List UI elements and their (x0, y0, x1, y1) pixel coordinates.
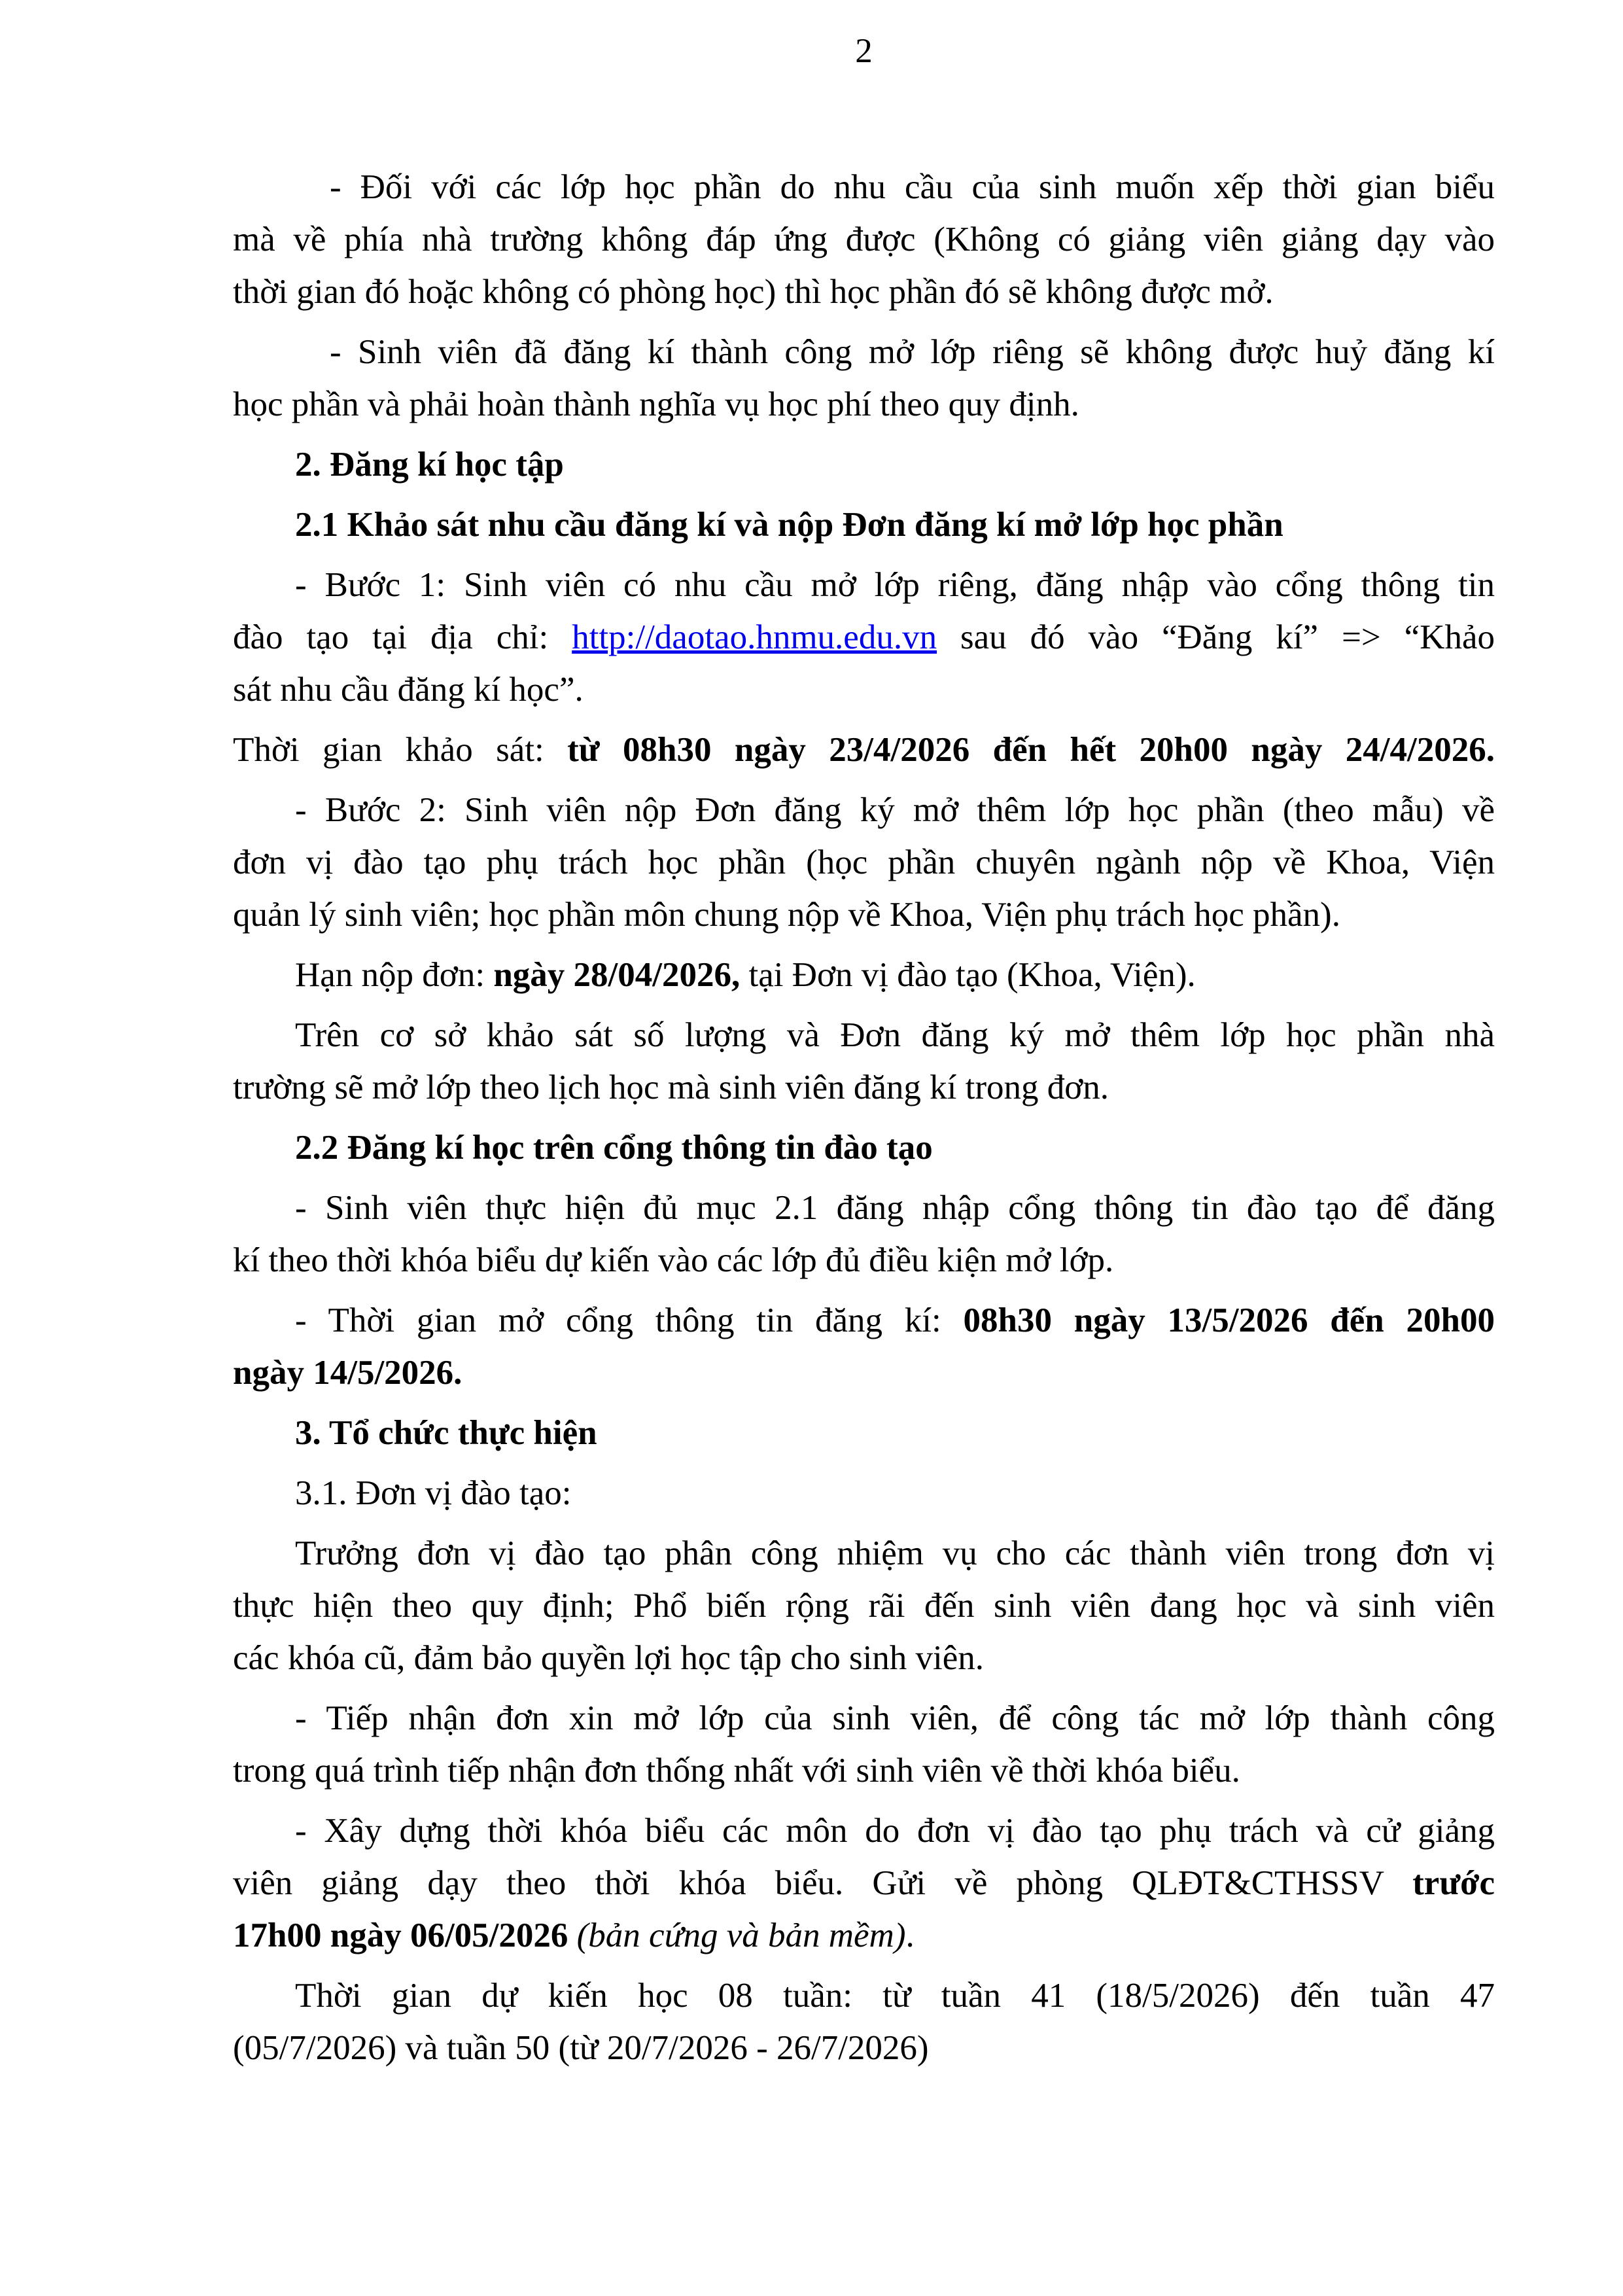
text-line (233, 1407, 1495, 1459)
daotao-portal-link[interactable]: http://daotao.hnmu.edu.vn (572, 618, 937, 656)
text-line (233, 724, 1495, 776)
text-run: đào tạo tại địa chỉ: (233, 618, 572, 656)
text-run: Thời gian dự kiến học 08 tuần: từ tuần 41 (18/5/2026) đến tuần 47 (295, 1977, 1495, 2015)
text-run: Hạn nộp đơn: (295, 956, 494, 994)
text-line (233, 1744, 1495, 1797)
paragraph (233, 1527, 1495, 1684)
paragraph (233, 1805, 1495, 1962)
text-run: - Sinh viên đã đăng kí thành công mở lớp riêng sẽ không được huỷ đăng kí (330, 333, 1495, 371)
paragraph (233, 949, 1495, 1001)
text-run: mà về phía nhà trường không đáp ứng được (Không có giảng viên giảng dạy vào (233, 221, 1495, 258)
paragraph (233, 784, 1495, 941)
paragraph (233, 326, 1495, 431)
text-run: viên giảng dạy theo thời khóa biểu. Gửi về phòng QLĐT&CTHSSV (233, 1864, 1413, 1902)
paragraph (233, 1969, 1495, 2074)
text-run-bold: ngày 28/04/2026, (493, 956, 741, 994)
text-run: trường sẽ mở lớp theo lịch học mà sinh viên đăng kí trong đơn. (233, 1069, 1109, 1106)
paragraph (233, 1182, 1495, 1286)
text-line (233, 1909, 1495, 1962)
text-line (233, 836, 1495, 889)
text-run: đơn vị đào tạo phụ trách học phần (học phần chuyên ngành nộp về Khoa, Viện (233, 843, 1495, 881)
text-run-bold: ngày 14/5/2026. (233, 1354, 462, 1392)
text-run: Trên cơ sở khảo sát số lượng và Đơn đăng ký mở thêm lớp học phần nhà (295, 1016, 1495, 1054)
text-run: 3. Tổ chức thực hiện (295, 1414, 597, 1452)
text-line (233, 438, 1495, 491)
paragraph (233, 1009, 1495, 1114)
text-line (233, 499, 1495, 551)
text-line (233, 1347, 1495, 1399)
text-run: 3.1. Đơn vị đào tạo: (295, 1474, 572, 1512)
text-line (233, 1122, 1495, 1174)
text-line (233, 2022, 1495, 2074)
text-line (233, 1632, 1495, 1684)
document-body (233, 161, 1495, 2074)
text-run: Thời gian khảo sát: (233, 731, 568, 769)
text-line (233, 1805, 1495, 1857)
text-run: tại Đơn vị đào tạo (Khoa, Viện). (740, 956, 1196, 994)
text-run-bold: 08h30 ngày 13/5/2026 đến 20h00 (963, 1301, 1495, 1339)
text-run: các khóa cũ, đảm bảo quyền lợi học tập cho sinh viên. (233, 1639, 985, 1677)
text-line (233, 559, 1495, 611)
text-run: - Sinh viên thực hiện đủ mục 2.1 đăng nhập cổng thông tin đào tạo để đăng (295, 1189, 1495, 1227)
text-line (233, 1234, 1495, 1286)
text-run-bold: 17h00 ngày 06/05/2026 (233, 1916, 577, 1954)
text-line (233, 1182, 1495, 1234)
text-line (233, 1580, 1495, 1632)
text-line (233, 1294, 1495, 1347)
text-run: học phần và phải hoàn thành nghĩa vụ học phí theo quy định. (233, 385, 1079, 423)
text-run: quản lý sinh viên; học phần môn chung nộp về Khoa, Viện phụ trách học phần). (233, 896, 1340, 934)
paragraph (233, 559, 1495, 716)
text-run: - Bước 2: Sinh viên nộp Đơn đăng ký mở thêm lớp học phần (theo mẫu) về (295, 791, 1495, 829)
text-line (233, 663, 1495, 716)
text-run: thời gian đó hoặc không có phòng học) thì học phần đó sẽ không được mở. (233, 273, 1274, 311)
text-line (233, 266, 1495, 318)
paragraph (233, 724, 1495, 776)
text-run: 2.1 Khảo sát nhu cầu đăng kí và nộp Đơn đăng kí mở lớp học phần (295, 506, 1283, 544)
section-heading (233, 1122, 1495, 1174)
text-run: 2. Đăng kí học tập (295, 446, 564, 484)
text-run: . (905, 1916, 915, 1954)
text-run-bold: trước (1412, 1864, 1495, 1902)
text-line (233, 1527, 1495, 1580)
text-run: Trưởng đơn vị đào tạo phân công nhiệm vụ cho các thành viên trong đơn vị (295, 1534, 1495, 1572)
paragraph (233, 1294, 1495, 1399)
text-run: - Xây dựng thời khóa biểu các môn do đơn vị đào tạo phụ trách và cử giảng (295, 1812, 1495, 1850)
text-line (233, 1061, 1495, 1114)
text-line (233, 784, 1495, 836)
paragraph (233, 161, 1495, 318)
text-line (233, 1969, 1495, 2022)
section-heading (233, 499, 1495, 551)
paragraph (233, 1467, 1495, 1519)
text-run: sát nhu cầu đăng kí học”. (233, 671, 584, 709)
text-run: sau đó vào “Đăng kí” => “Khảo (937, 618, 1495, 656)
text-run: - Thời gian mở cổng thông tin đăng kí: (295, 1301, 964, 1339)
text-line (233, 1857, 1495, 1909)
text-line (233, 1467, 1495, 1519)
text-run: kí theo thời khóa biểu dự kiến vào các lớp đủ điều kiện mở lớp. (233, 1241, 1114, 1279)
text-run: trong quá trình tiếp nhận đơn thống nhất với sinh viên về thời khóa biểu. (233, 1752, 1240, 1790)
text-line (233, 213, 1495, 266)
section-heading (233, 1407, 1495, 1459)
text-run: thực hiện theo quy định; Phổ biến rộng rãi đến sinh viên đang học và sinh viên (233, 1587, 1495, 1625)
text-line (233, 889, 1495, 941)
text-run-italic: (bản cứng và bản mềm) (576, 1916, 906, 1954)
text-line (233, 611, 1495, 663)
text-line (233, 1692, 1495, 1744)
page-number: 2 (855, 32, 873, 70)
text-line (233, 161, 1495, 213)
text-run: 2.2 Đăng kí học trên cổng thông tin đào tạo (295, 1129, 933, 1167)
text-run-bold: từ 08h30 ngày 23/4/2026 đến hết 20h00 ngày 24/4/2026. (567, 731, 1495, 769)
text-run: (05/7/2026) và tuần 50 (từ 20/7/2026 - 26/7/2026) (233, 2029, 929, 2067)
text-line (233, 949, 1495, 1001)
text-run: - Đối với các lớp học phần do nhu cầu của sinh muốn xếp thời gian biểu (330, 168, 1495, 206)
section-heading (233, 438, 1495, 491)
text-line (233, 378, 1495, 431)
text-run: - Bước 1: Sinh viên có nhu cầu mở lớp riêng, đăng nhập vào cổng thông tin (295, 566, 1495, 604)
paragraph (233, 1692, 1495, 1797)
text-run: - Tiếp nhận đơn xin mở lớp của sinh viên, để công tác mở lớp thành công (295, 1699, 1495, 1737)
text-line (233, 1009, 1495, 1061)
document-content (233, 0, 1495, 2082)
text-line (233, 326, 1495, 378)
